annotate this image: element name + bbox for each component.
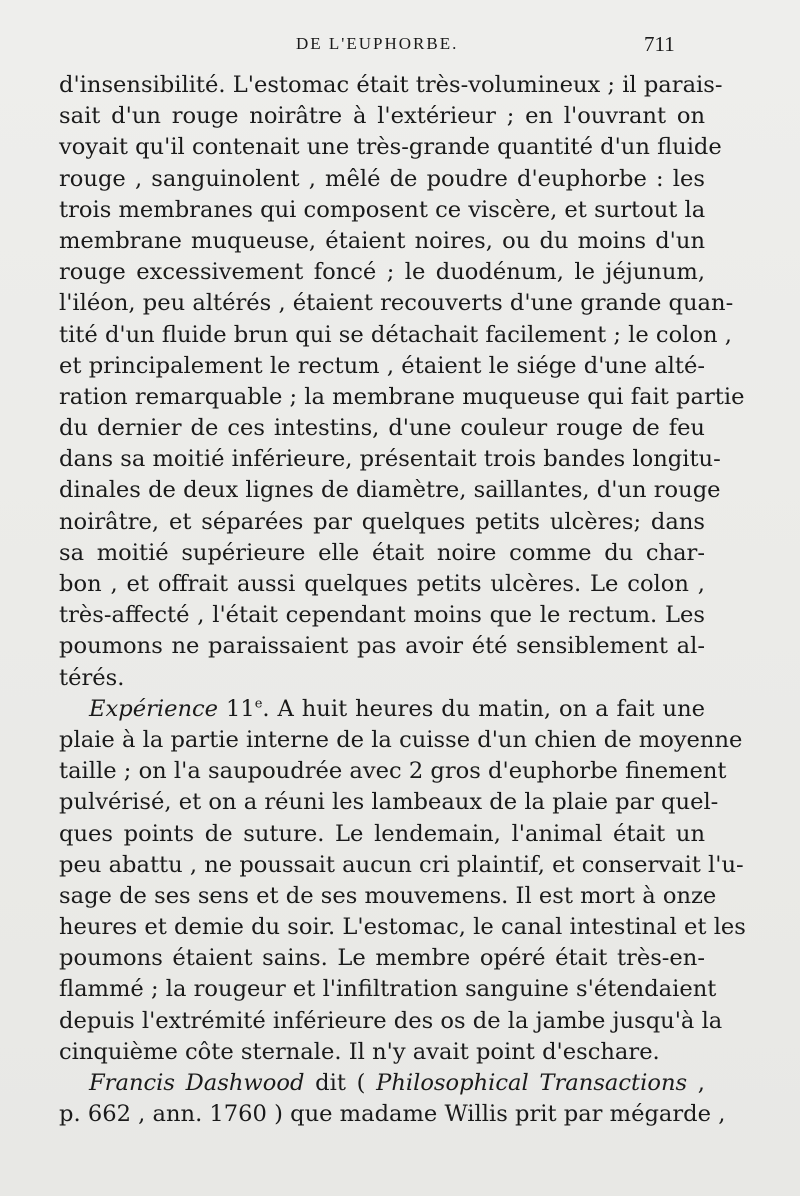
text-line: d'insensibilité. L'estomac était très-volumineux ; il parais- [59,72,723,98]
text-line: cinquième côte sternale. Il n'y avait point d'eschare. [59,1038,660,1065]
text-line: heures et demie du soir. L'estomac, le canal intestinal et les [59,914,746,941]
text-line: ration remarquable ; la membrane muqueuse qui fait partie [59,383,745,410]
text-line: ques points de suture. Le lendemain, l'animal était un [59,820,705,847]
text-line: membrane muqueuse, étaient noires, ou du moins d'un [59,227,705,254]
citation-comma: , [687,1070,705,1096]
text-line: l'iléon, peu altérés , étaient recouverts d'une grande quan- [59,290,734,317]
text-line: rouge excessivement foncé ; le duodénum, le jéjunum, [59,259,705,286]
text-line: voyait qu'il contenait une très-grande quantité d'un fluide [59,134,722,161]
experience-ordinal: e [254,696,263,712]
text-line: sa moitié supérieure elle était noire comme du char- [59,539,705,566]
experience-label: Expérience [89,695,219,722]
text-line: plaie à la partie interne de la cuisse d'un chien de moyenne [59,726,743,753]
text-line: dans sa moitié inférieure, présentait trois bandes longitu- [59,446,721,473]
text-line: trois membranes qui composent ce viscère, et surtout la [59,196,706,223]
page-number: 711 [644,32,675,56]
text-line: térés. [59,664,125,691]
citation-line [59,1068,705,1099]
experience-heading-line [59,694,705,725]
citation-dit: dit ( [304,1070,377,1096]
text-line: peu abattu , ne poussait aucun cri plaintif, et conservait l'u- [59,851,744,878]
text-line: du dernier de ces intestins, d'une couleur rouge de feu [59,415,705,442]
text-line: bon , et offrait aussi quelques petits ulcères. Le colon , [59,571,705,597]
text-line: poumons étaient sains. Le membre opéré était très-en- [59,945,705,972]
running-head [0,34,800,60]
text-line: noirâtre, et séparées par quelques petits ulcères; dans [59,508,705,535]
citation-author: Francis Dashwood [89,1070,305,1096]
text-line: et principalement le rectum , étaient le siége d'une alté- [59,352,705,379]
text-line: pulvérisé, et on a réuni les lambeaux de la plaie par quel- [59,789,719,816]
text-line: sait d'un rouge noirâtre à l'extérieur ; en l'ouvrant on [59,103,705,130]
text-line: p. 662 , ann. 1760 ) que madame Willis prit par mégarde , [59,1101,726,1128]
text-line: poumons ne paraissaient pas avoir été sensiblement al- [59,633,705,660]
experience-number: 11 [225,695,255,722]
citation-work: Philosophical Transactions [376,1070,688,1096]
text-line: taille ; on l'a saupoudrée avec 2 gros d'euphorbe finement [59,758,727,785]
body-text [59,70,746,1130]
text-line: flammé ; la rougeur et l'infiltration sanguine s'étendaient [59,976,717,1003]
text-line: très-affecté , l'était cependant moins que le rectum. Les [59,602,705,629]
experience-text: . A huit heures du matin, on a fait une [262,695,705,722]
text-line: depuis l'extrémité inférieure des os de la jambe jusqu'à la [59,1007,723,1034]
text-line: rouge , sanguinolent , mêlé de poudre d'euphorbe : les [59,165,705,192]
text-line: sage de ses sens et de ses mouvemens. Il est mort à onze [59,882,717,909]
text-line: tité d'un fluide brun qui se détachait facilement ; le colon , [59,321,732,348]
text-line: dinales de deux lignes de diamètre, saillantes, d'un rouge [59,477,721,504]
running-title: DE L'EUPHORBE. [296,34,459,53]
